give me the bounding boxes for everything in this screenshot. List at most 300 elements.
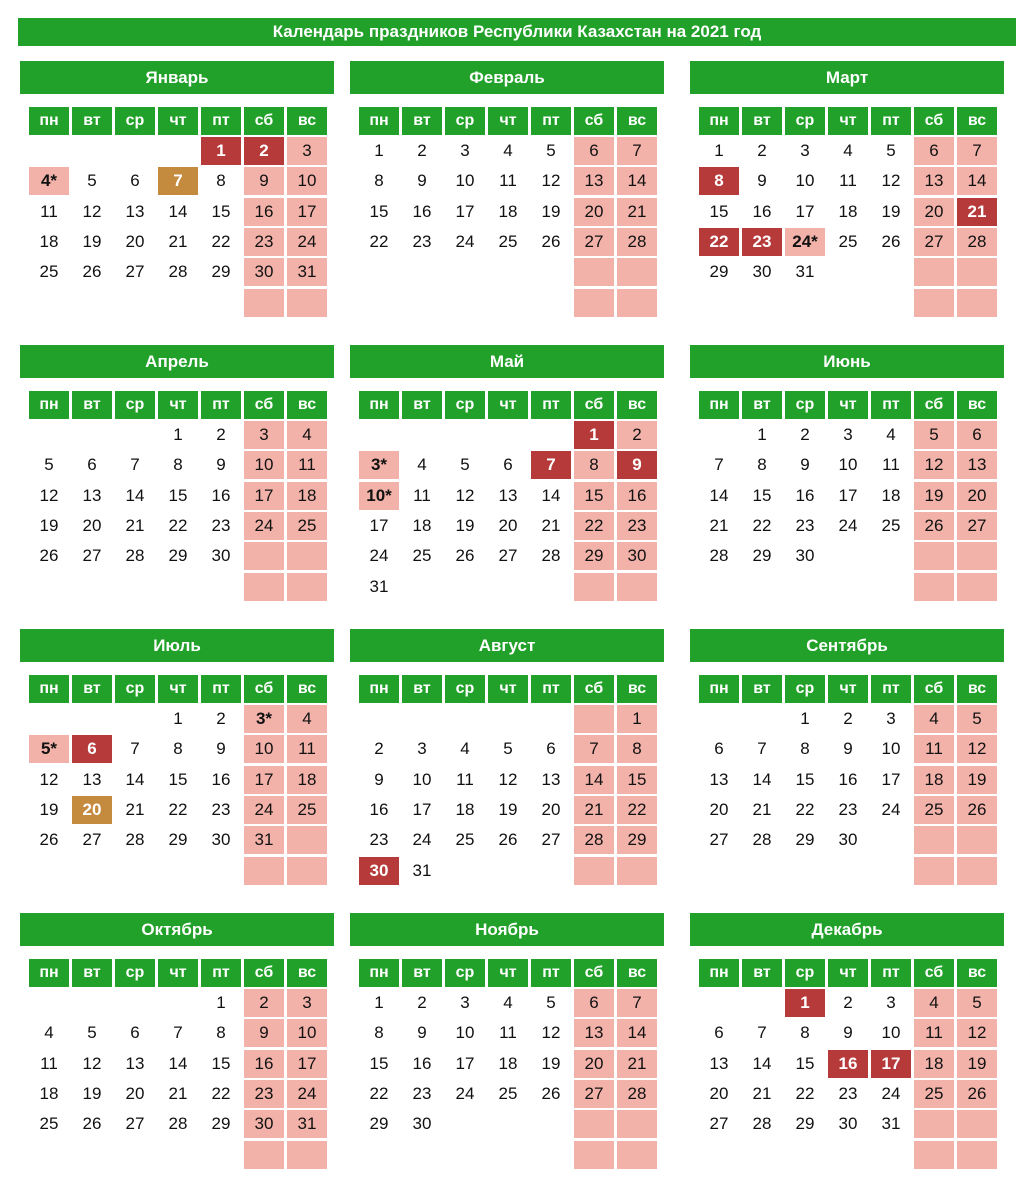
day-cell: 14 <box>168 201 188 221</box>
day-cell: 10 <box>287 167 327 195</box>
day-cell: 21 <box>752 799 772 819</box>
day-cell: 8 <box>173 739 183 759</box>
empty-weekend-cell <box>574 258 614 286</box>
day-cell: 5 <box>914 421 954 449</box>
month-block <box>20 345 334 566</box>
day-cell: 26 <box>914 512 954 540</box>
day-cell: 5 <box>957 989 997 1017</box>
day-cell: 24 <box>881 799 901 819</box>
empty-weekend-cell <box>617 857 657 885</box>
day-cell: 31 <box>412 860 432 880</box>
day-cell: 30 <box>795 546 815 566</box>
day-cell: 2 <box>417 993 427 1012</box>
empty-weekend-cell <box>914 542 954 570</box>
weekday-header: пт <box>871 391 911 419</box>
weekday-header: вс <box>957 391 997 419</box>
day-cell: 12 <box>914 451 954 479</box>
month-header: Январь <box>20 61 334 94</box>
day-cell: 12 <box>455 485 475 505</box>
weekday-header: сб <box>574 391 614 419</box>
weekday-header: пт <box>871 959 911 987</box>
weekday-header: вс <box>287 107 327 135</box>
day-cell: 16 <box>412 1053 432 1073</box>
empty-weekend-cell <box>287 1141 327 1169</box>
day-cell: 11 <box>499 171 517 191</box>
month-header: Сентябрь <box>690 629 1004 662</box>
day-cell: 27 <box>82 830 102 850</box>
day-cell: 29 <box>752 546 772 566</box>
weekday-header: пн <box>359 675 399 703</box>
empty-weekend-cell <box>957 857 997 885</box>
day-cell: 17 <box>244 482 284 510</box>
day-cell: 2 <box>843 993 853 1012</box>
day-cell: 22 <box>795 1083 815 1103</box>
weekday-header: чт <box>158 391 198 419</box>
weekday-header: ср <box>785 959 825 987</box>
day-cell: 10 <box>244 735 284 763</box>
day-cell: 19 <box>881 201 901 221</box>
day-cell: 27 <box>82 546 102 566</box>
weekday-header: вс <box>957 107 997 135</box>
day-cell: 18 <box>914 1050 954 1078</box>
day-cell: 16 <box>211 769 231 789</box>
day-cell: 6 <box>574 989 614 1017</box>
empty-weekend-cell <box>957 573 997 601</box>
day-cell: 1 <box>714 141 724 160</box>
day-cell: 9 <box>216 739 226 759</box>
day-cell: 18 <box>412 515 432 535</box>
weekday-header: пт <box>201 959 241 987</box>
day-cell: 13 <box>125 201 145 221</box>
empty-weekend-cell <box>574 1110 614 1138</box>
empty-weekend-cell <box>957 1110 997 1138</box>
day-cell: 9 <box>244 167 284 195</box>
day-cell: 18 <box>881 485 901 505</box>
day-cell: 4 <box>287 421 327 449</box>
day-cell: 14 <box>752 1053 772 1073</box>
day-cell: 25 <box>914 1080 954 1108</box>
month-block <box>690 61 1004 282</box>
weekday-header: сб <box>574 107 614 135</box>
weekday-header: вт <box>402 959 442 987</box>
empty-weekend-cell <box>617 1141 657 1169</box>
day-cell: 11 <box>287 735 327 763</box>
holiday-day: 21 <box>957 198 997 226</box>
day-cell: 11 <box>882 455 900 475</box>
day-cell: 31 <box>287 1110 327 1138</box>
weekday-header: сб <box>914 959 954 987</box>
day-cell: 3 <box>460 141 470 160</box>
day-cell: 26 <box>39 546 59 566</box>
day-cell: 9 <box>244 1019 284 1047</box>
day-cell: 16 <box>412 201 432 221</box>
weekday-header: ср <box>785 391 825 419</box>
day-cell: 2 <box>417 141 427 160</box>
month-block <box>690 629 1004 850</box>
day-cell: 13 <box>957 451 997 479</box>
day-cell: 3 <box>244 421 284 449</box>
weekday-header: чт <box>828 675 868 703</box>
day-cell: 28 <box>125 830 145 850</box>
day-cell: 2 <box>244 989 284 1017</box>
day-cell: 17 <box>287 198 327 226</box>
day-cell: 30 <box>838 1114 858 1134</box>
day-cell: 24 <box>455 1083 475 1103</box>
day-cell: 28 <box>574 826 614 854</box>
day-cell: 9 <box>417 171 427 191</box>
month-block <box>690 913 1004 1134</box>
empty-weekend-cell <box>957 289 997 317</box>
empty-weekend-cell <box>914 258 954 286</box>
empty-weekend-cell <box>244 289 284 317</box>
day-cell: 16 <box>369 799 389 819</box>
day-cell: 20 <box>82 515 102 535</box>
day-cell: 26 <box>39 830 59 850</box>
day-cell: 17 <box>455 201 475 221</box>
day-cell: 20 <box>498 515 518 535</box>
day-cell: 5 <box>957 705 997 733</box>
day-cell: 29 <box>574 542 614 570</box>
day-cell: 4 <box>503 141 513 160</box>
day-cell: 8 <box>374 171 384 191</box>
holiday-day: 8 <box>699 167 739 195</box>
month-header: Декабрь <box>690 913 1004 946</box>
day-cell: 22 <box>752 515 772 535</box>
day-cell: 26 <box>957 796 997 824</box>
day-cell: 31 <box>287 258 327 286</box>
day-cell: 7 <box>130 455 140 475</box>
day-cell: 10 <box>881 739 901 759</box>
weekday-header: вт <box>72 107 112 135</box>
day-cell: 16 <box>617 482 657 510</box>
day-cell: 8 <box>374 1023 384 1043</box>
month-header: Май <box>350 345 664 378</box>
weekday-header: вт <box>72 391 112 419</box>
day-cell: 23 <box>412 231 432 251</box>
day-cell: 20 <box>125 231 145 251</box>
weekday-header: сб <box>244 675 284 703</box>
day-cell: 14 <box>125 769 145 789</box>
day-cell: 24 <box>838 515 858 535</box>
weekday-header: пт <box>531 675 571 703</box>
weekday-header: чт <box>828 107 868 135</box>
day-cell: 16 <box>244 198 284 226</box>
day-cell: 12 <box>541 171 561 191</box>
empty-weekend-cell <box>244 573 284 601</box>
day-cell: 15 <box>574 482 614 510</box>
day-cell: 29 <box>211 1114 231 1134</box>
day-cell: 24 <box>455 231 475 251</box>
day-cell: 13 <box>574 1019 614 1047</box>
day-cell: 27 <box>914 228 954 256</box>
day-cell: 4 <box>503 993 513 1012</box>
day-cell: 5 <box>546 141 556 160</box>
weekday-header: чт <box>828 391 868 419</box>
day-cell: 21 <box>752 1083 772 1103</box>
day-cell: 15 <box>795 1053 815 1073</box>
day-cell: 30 <box>838 830 858 850</box>
holiday-day: 22 <box>699 228 739 256</box>
day-cell: 20 <box>125 1083 145 1103</box>
day-cell: 22 <box>211 1083 231 1103</box>
weekday-header: пт <box>871 107 911 135</box>
day-cell: 8 <box>617 735 657 763</box>
day-cell: 18 <box>287 766 327 794</box>
holiday-day: 30 <box>359 857 399 885</box>
day-cell: 20 <box>574 1050 614 1078</box>
day-cell: 11 <box>914 1019 954 1047</box>
empty-weekend-cell <box>287 857 327 885</box>
day-cell: 29 <box>168 546 188 566</box>
day-cell: 19 <box>82 231 102 251</box>
day-cell: 25 <box>412 546 432 566</box>
empty-weekend-cell <box>914 857 954 885</box>
day-cell: 28 <box>957 228 997 256</box>
day-cell: 15 <box>709 201 729 221</box>
weekday-header: чт <box>488 391 528 419</box>
day-cell: 6 <box>546 739 556 759</box>
empty-weekend-cell <box>574 1141 614 1169</box>
month-block <box>20 913 334 1134</box>
empty-weekend-cell <box>914 826 954 854</box>
day-cell: 25 <box>498 231 518 251</box>
day-cell: 30 <box>211 546 231 566</box>
day-cell: 11 <box>914 735 954 763</box>
weekday-header: пн <box>29 107 69 135</box>
weekday-header: пт <box>531 391 571 419</box>
day-cell: 22 <box>795 799 815 819</box>
day-cell: 16 <box>795 485 815 505</box>
day-cell: 4 <box>460 739 470 759</box>
day-cell: 21 <box>125 515 145 535</box>
holiday-day: 2 <box>244 137 284 165</box>
day-cell: 22 <box>168 799 188 819</box>
day-cell: 4 <box>417 455 427 475</box>
day-cell: 23 <box>211 515 231 535</box>
month-header: Июль <box>20 629 334 662</box>
day-cell: 14 <box>617 1019 657 1047</box>
day-cell: 17 <box>881 769 901 789</box>
day-cell: 28 <box>125 546 145 566</box>
day-cell: 12 <box>82 201 102 221</box>
day-cell: 6 <box>957 421 997 449</box>
weekday-header: сб <box>914 391 954 419</box>
day-cell: 25 <box>838 231 858 251</box>
day-cell: 25 <box>39 262 59 282</box>
day-cell: 20 <box>574 198 614 226</box>
month-header: Апрель <box>20 345 334 378</box>
holiday-day: 10* <box>359 482 399 510</box>
day-cell: 28 <box>541 546 561 566</box>
day-cell: 25 <box>39 1114 59 1134</box>
day-cell: 5 <box>503 739 513 759</box>
weekday-header: пт <box>871 675 911 703</box>
day-cell: 11 <box>839 171 857 191</box>
day-cell: 27 <box>125 262 145 282</box>
weekday-header: пт <box>201 675 241 703</box>
weekday-header: пн <box>699 959 739 987</box>
day-cell: 3 <box>417 739 427 759</box>
weekday-header: чт <box>488 959 528 987</box>
day-cell: 19 <box>455 515 475 535</box>
weekday-header: ср <box>445 675 485 703</box>
day-cell: 2 <box>757 141 767 160</box>
weekday-header: вт <box>402 107 442 135</box>
weekday-header: чт <box>828 959 868 987</box>
month-header: Февраль <box>350 61 664 94</box>
day-cell: 8 <box>800 1023 810 1043</box>
day-cell: 9 <box>374 769 384 789</box>
day-cell: 26 <box>541 231 561 251</box>
page-title: Календарь праздников Республики Казахстан на 2021 год <box>18 18 1016 46</box>
day-cell: 30 <box>244 258 284 286</box>
weekday-header: ср <box>445 107 485 135</box>
weekday-header: чт <box>158 959 198 987</box>
day-cell: 18 <box>455 799 475 819</box>
day-cell: 19 <box>541 1053 561 1073</box>
day-cell: 23 <box>244 228 284 256</box>
day-cell: 25 <box>914 796 954 824</box>
day-cell: 12 <box>957 735 997 763</box>
day-cell: 15 <box>168 485 188 505</box>
day-cell: 25 <box>455 830 475 850</box>
day-cell: 1 <box>757 425 767 444</box>
day-cell: 9 <box>800 455 810 475</box>
day-cell: 12 <box>82 1053 102 1073</box>
holiday-day: 16 <box>828 1050 868 1078</box>
day-cell: 24 <box>287 1080 327 1108</box>
day-cell: 9 <box>843 739 853 759</box>
day-cell: 6 <box>714 1023 724 1043</box>
weekday-header: вс <box>287 959 327 987</box>
day-cell: 8 <box>574 451 614 479</box>
day-cell: 20 <box>914 198 954 226</box>
weekday-header: вт <box>402 391 442 419</box>
empty-weekend-cell <box>574 857 614 885</box>
empty-weekend-cell <box>617 573 657 601</box>
day-cell: 7 <box>617 989 657 1017</box>
weekday-header: сб <box>244 107 284 135</box>
empty-weekend-cell <box>287 573 327 601</box>
day-cell: 1 <box>617 705 657 733</box>
weekday-header: вт <box>742 391 782 419</box>
day-cell: 3 <box>886 709 896 728</box>
day-cell: 1 <box>216 993 226 1012</box>
day-cell: 8 <box>216 171 226 191</box>
day-cell: 16 <box>211 485 231 505</box>
weekday-header: пт <box>201 107 241 135</box>
day-cell: 2 <box>843 709 853 728</box>
weekday-header: ср <box>445 391 485 419</box>
day-cell: 26 <box>455 546 475 566</box>
empty-weekend-cell <box>617 258 657 286</box>
month-block <box>350 913 664 1134</box>
month-header: Март <box>690 61 1004 94</box>
day-cell: 23 <box>838 799 858 819</box>
holiday-day: 3* <box>359 451 399 479</box>
day-cell: 18 <box>914 766 954 794</box>
day-cell: 10 <box>455 171 475 191</box>
day-cell: 17 <box>838 485 858 505</box>
day-cell: 4 <box>843 141 853 160</box>
day-cell: 14 <box>957 167 997 195</box>
day-cell: 28 <box>168 1114 188 1134</box>
day-cell: 22 <box>574 512 614 540</box>
weekday-header: пт <box>201 391 241 419</box>
holiday-day: 24* <box>785 228 825 256</box>
weekday-header: ср <box>785 675 825 703</box>
day-cell: 7 <box>617 137 657 165</box>
day-cell: 19 <box>39 515 59 535</box>
day-cell: 23 <box>412 1083 432 1103</box>
day-cell: 14 <box>125 485 145 505</box>
empty-weekend-cell <box>914 289 954 317</box>
day-cell: 10 <box>244 451 284 479</box>
day-cell: 27 <box>574 1080 614 1108</box>
day-cell: 21 <box>617 198 657 226</box>
day-cell: 24 <box>369 546 389 566</box>
weekday-header: пн <box>359 391 399 419</box>
day-cell: 20 <box>709 799 729 819</box>
weekday-header: пн <box>29 391 69 419</box>
day-cell: 23 <box>244 1080 284 1108</box>
day-cell: 10 <box>287 1019 327 1047</box>
day-cell: 13 <box>574 167 614 195</box>
holiday-day: 7 <box>158 167 198 195</box>
day-cell: 31 <box>881 1114 901 1134</box>
empty-weekend-cell <box>574 289 614 317</box>
day-cell: 6 <box>130 1023 140 1043</box>
weekday-header: пн <box>29 959 69 987</box>
day-cell: 13 <box>125 1053 145 1073</box>
day-cell: 7 <box>957 137 997 165</box>
day-cell: 30 <box>211 830 231 850</box>
empty-weekend-cell <box>957 1141 997 1169</box>
day-cell: 11 <box>499 1023 517 1043</box>
day-cell: 6 <box>130 171 140 191</box>
day-cell: 5 <box>546 993 556 1012</box>
day-cell: 13 <box>82 769 102 789</box>
day-cell: 28 <box>752 830 772 850</box>
day-cell: 25 <box>881 515 901 535</box>
empty-weekend-cell <box>287 826 327 854</box>
day-cell: 24 <box>244 512 284 540</box>
weekday-header: пн <box>699 107 739 135</box>
day-cell: 6 <box>87 455 97 475</box>
day-cell: 5 <box>44 455 54 475</box>
day-cell: 12 <box>39 769 59 789</box>
weekday-header: сб <box>914 107 954 135</box>
day-cell: 29 <box>709 262 729 282</box>
empty-weekend-cell <box>617 1110 657 1138</box>
day-cell: 17 <box>244 766 284 794</box>
day-cell: 15 <box>369 1053 389 1073</box>
day-cell: 2 <box>617 421 657 449</box>
day-cell: 11 <box>456 769 474 789</box>
day-cell: 20 <box>709 1083 729 1103</box>
day-cell: 2 <box>800 425 810 444</box>
day-cell: 9 <box>757 171 767 191</box>
day-cell: 17 <box>412 799 432 819</box>
day-cell: 21 <box>168 231 188 251</box>
day-cell: 1 <box>800 709 810 728</box>
empty-weekend-cell <box>574 573 614 601</box>
weekday-header: пт <box>531 959 571 987</box>
day-cell: 8 <box>757 455 767 475</box>
day-cell: 16 <box>752 201 772 221</box>
month-header: Ноябрь <box>350 913 664 946</box>
day-cell: 26 <box>881 231 901 251</box>
